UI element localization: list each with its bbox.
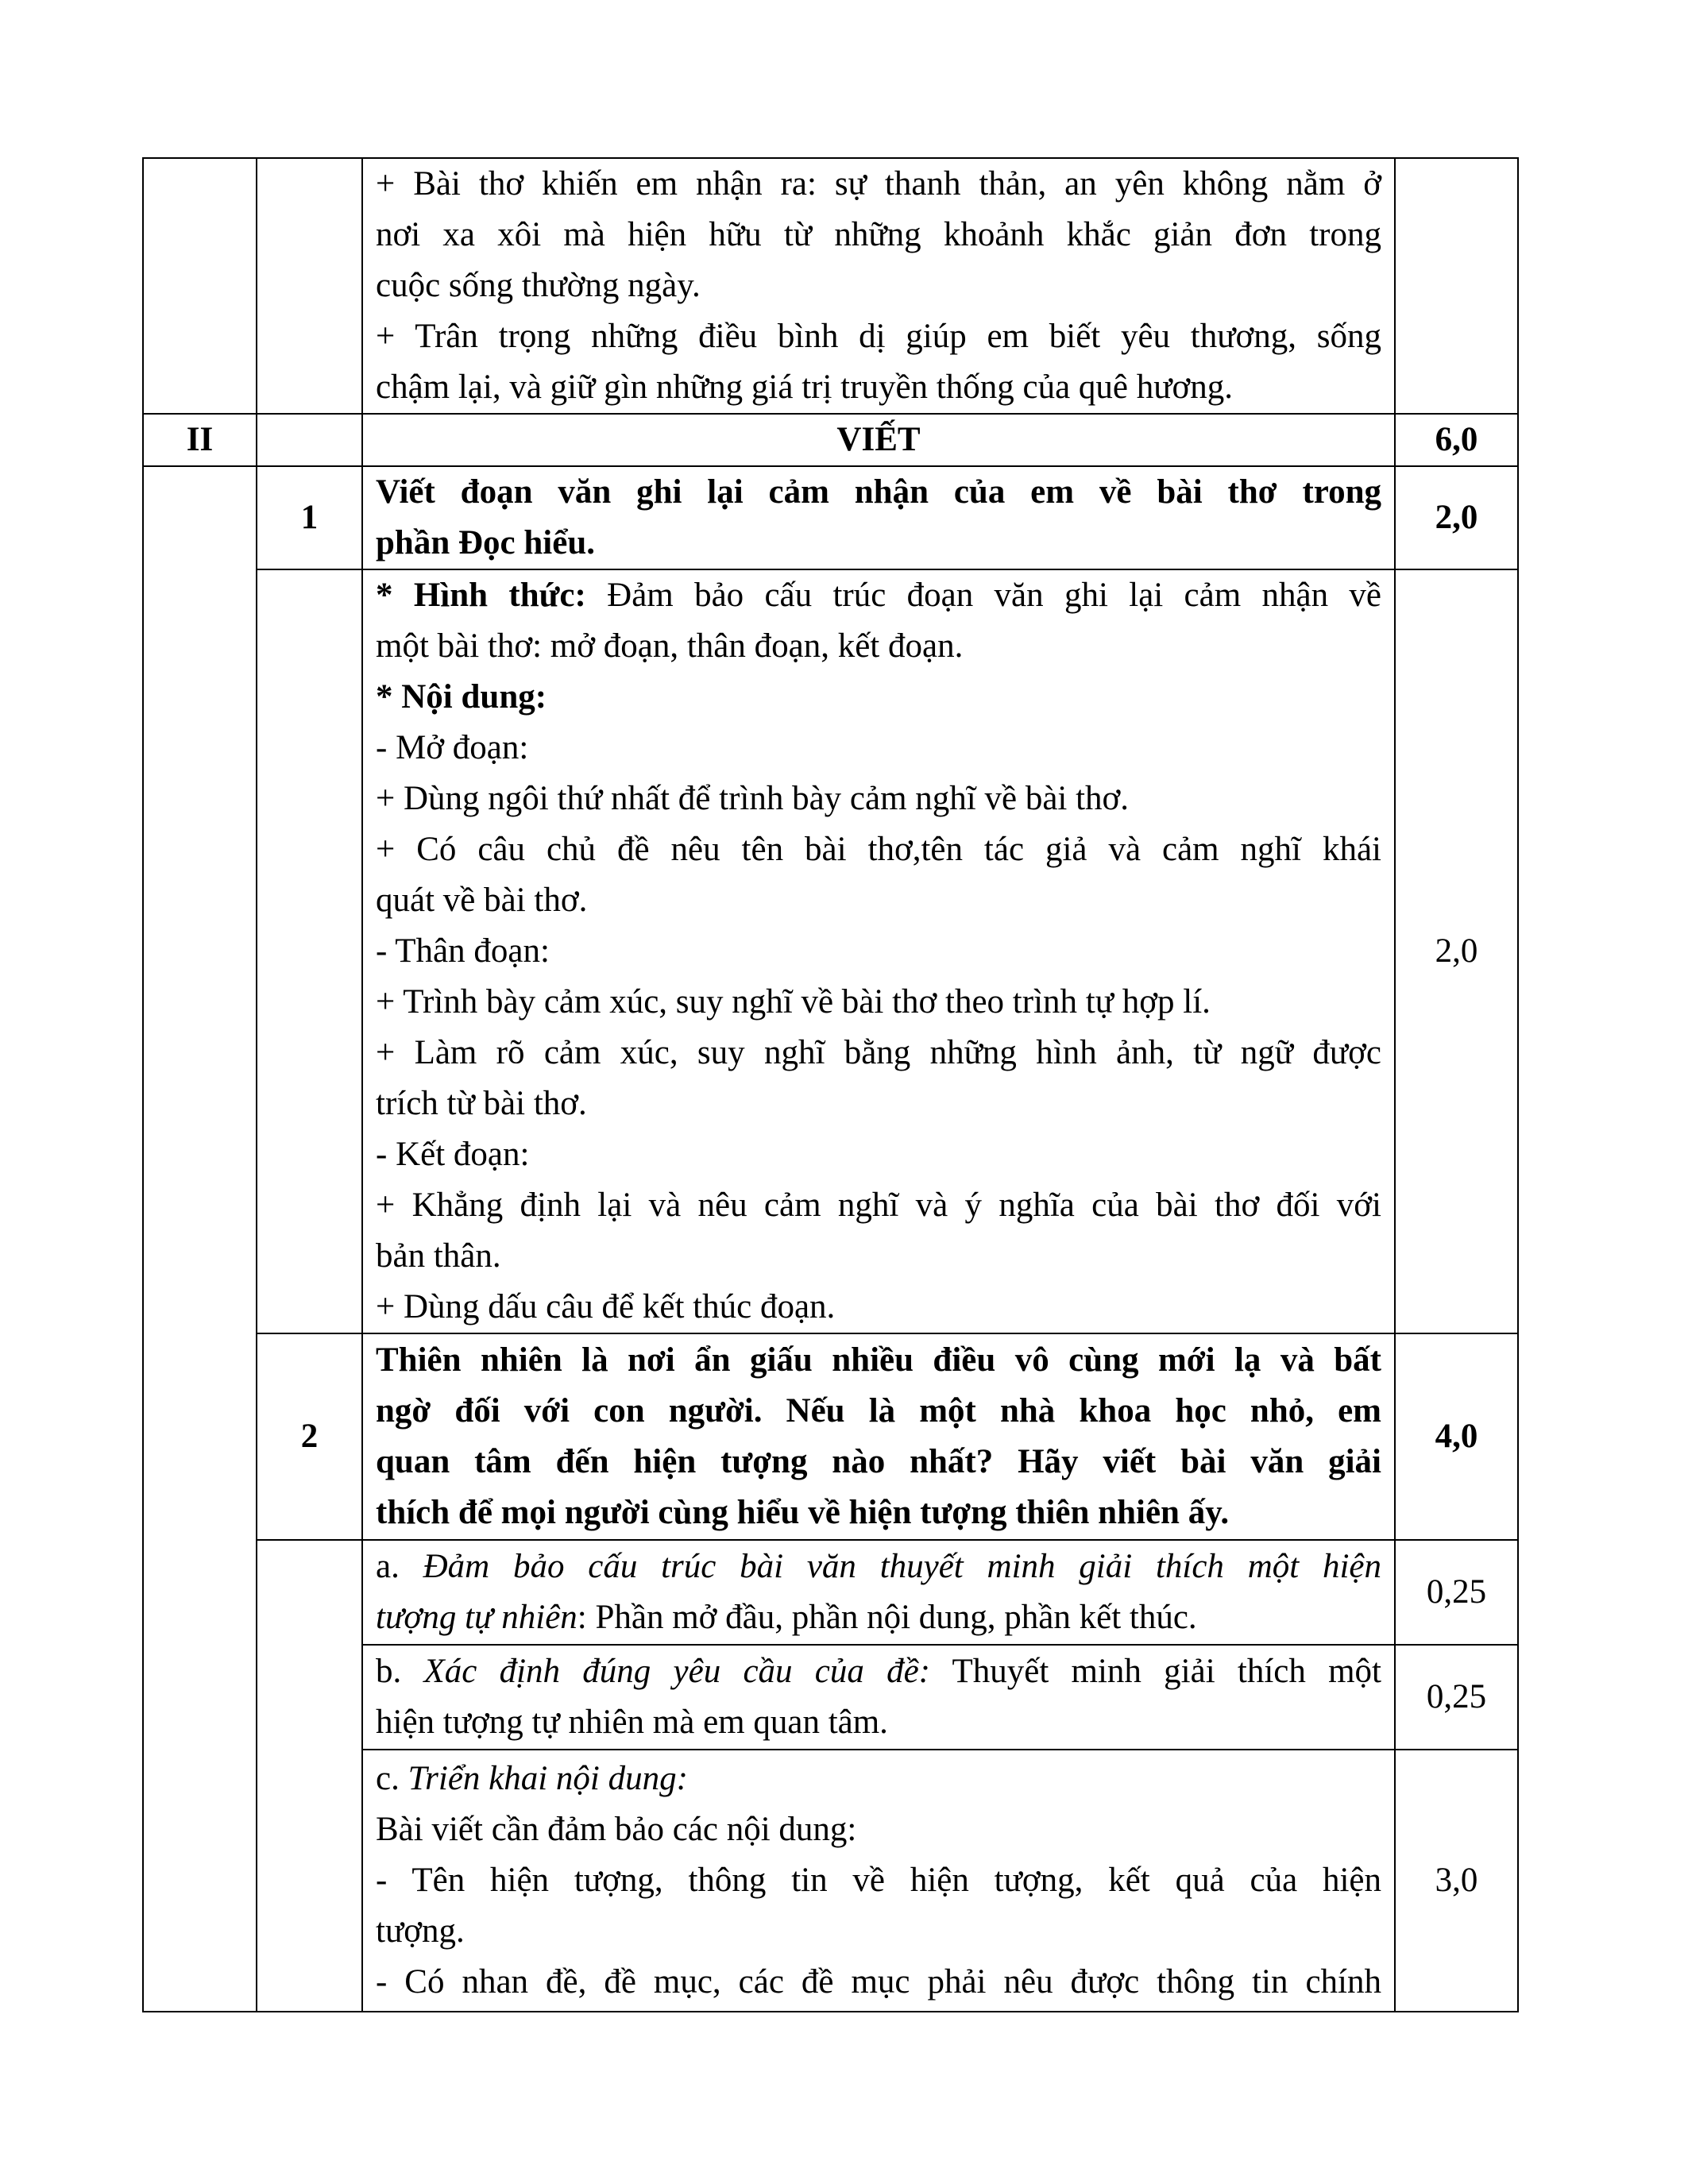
- content-line: cuộc sống thường ngày.: [376, 267, 701, 304]
- criterion-line: tượng.: [376, 1912, 465, 1950]
- criteria-line: + Dùng dấu câu để kết thúc đoạn.: [376, 1288, 836, 1325]
- criterion-italic: Đảm bảo cấu trúc bài văn thuyết minh giải thích một hiện: [423, 1548, 1381, 1585]
- question-score: 4,0: [1395, 1333, 1518, 1540]
- question-row: [143, 1333, 1518, 1540]
- question-score: 2,0: [1395, 466, 1518, 569]
- content-line: chậm lại, và giữ gìn những giá trị truyền thống của quê hương.: [376, 369, 1234, 406]
- criterion-line: [376, 1754, 1381, 1804]
- criteria-line: + Khẳng định lại và nêu cảm nghĩ và ý nghĩa của bài thơ đối với: [376, 1187, 1381, 1224]
- form-label: * Hình thức:: [376, 577, 586, 614]
- criterion-text: Thuyết minh giải thích một: [930, 1653, 1381, 1690]
- section-title: VIẾT: [362, 414, 1395, 466]
- criterion-line: [376, 1592, 1381, 1643]
- question-line: Thiên nhiên là nơi ẩn giấu nhiều điều vô cùng mới lạ và bất: [376, 1341, 1381, 1379]
- criterion-prefix: a.: [376, 1548, 423, 1585]
- criterion-line: [376, 1646, 1381, 1697]
- criteria-row: [143, 1750, 1518, 2012]
- section-cell: [143, 569, 257, 1333]
- form-text: Đảm bảo cấu trúc đoạn văn ghi lại cảm nhận về: [585, 577, 1381, 614]
- section-cell: [143, 1540, 257, 1645]
- item-cell: [257, 158, 362, 414]
- score-cell: [1395, 158, 1518, 414]
- item-cell: [257, 414, 362, 466]
- criterion-line: Bài viết cần đảm bảo các nội dung:: [376, 1811, 857, 1848]
- criterion-line: - Có nhan đề, đề mục, các đề mục phải nêu được thông tin chính: [376, 1963, 1381, 2001]
- section-cell: [143, 1645, 257, 1750]
- criterion-prefix: c.: [376, 1760, 408, 1797]
- criterion-text: : Phần mở đầu, phần nội dung, phần kết thúc.: [577, 1599, 1197, 1636]
- table-row: [143, 158, 1518, 414]
- criterion-line: - Tên hiện tượng, thông tin về hiện tượng, kết quả của hiện: [376, 1862, 1381, 1899]
- criterion-italic: Triển khai nội dung:: [408, 1760, 688, 1797]
- section-header-row: [143, 414, 1518, 466]
- criterion-italic: tượng tự nhiên: [376, 1599, 577, 1636]
- criteria-content: [362, 569, 1395, 1333]
- criteria-score: 2,0: [1395, 569, 1518, 1333]
- question-number: 2: [257, 1333, 362, 1540]
- criteria-line: trích từ bài thơ.: [376, 1085, 587, 1122]
- criterion-prefix: b.: [376, 1653, 424, 1690]
- criterion-score: 0,25: [1395, 1540, 1518, 1645]
- criteria-line: một bài thơ: mở đoạn, thân đoạn, kết đoạn.: [376, 627, 964, 665]
- criterion-c: [362, 1750, 1395, 2012]
- item-cell: [257, 1750, 362, 2012]
- content-line: + Bài thơ khiến em nhận ra: sự thanh thản, an yên không nằm ở: [376, 165, 1381, 203]
- criteria-row: [143, 569, 1518, 1333]
- content-label: * Nội dung:: [376, 678, 547, 716]
- content-cell: [362, 158, 1395, 414]
- criterion-b: [362, 1645, 1395, 1750]
- question-text: [362, 466, 1395, 569]
- question-line: thích để mọi người cùng hiểu về hiện tượng thiên nhiên ấy.: [376, 1494, 1230, 1531]
- criterion-a: [362, 1540, 1395, 1645]
- question-row: [143, 466, 1518, 569]
- section-cell: [143, 1750, 257, 2012]
- criteria-line: quát về bài thơ.: [376, 882, 588, 919]
- criterion-italic: Xác định đúng yêu cầu của đề:: [423, 1653, 931, 1690]
- item-cell: [257, 569, 362, 1333]
- criteria-row: [143, 1540, 1518, 1645]
- criterion-score: 0,25: [1395, 1645, 1518, 1750]
- section-number: II: [143, 414, 257, 466]
- criteria-line: bản thân.: [376, 1237, 501, 1275]
- criteria-line: [376, 570, 1381, 621]
- question-line: quan tâm đến hiện tượng nào nhất? Hãy viết bài văn giải: [376, 1443, 1381, 1480]
- question-text: [362, 1333, 1395, 1540]
- content-line: + Trân trọng những điều bình dị giúp em biết yêu thương, sống: [376, 318, 1381, 355]
- criterion-score: 3,0: [1395, 1750, 1518, 2012]
- section-score: 6,0: [1395, 414, 1518, 466]
- criteria-line: + Trình bày cảm xúc, suy nghĩ về bài thơ theo trình tự hợp lí.: [376, 983, 1211, 1021]
- section-cell: [143, 466, 257, 569]
- question-line: ngờ đối với con người. Nếu là một nhà khoa học nhỏ, em: [376, 1392, 1381, 1430]
- criteria-line: + Dùng ngôi thứ nhất để trình bày cảm nghĩ về bài thơ.: [376, 780, 1130, 817]
- section-cell: [143, 1333, 257, 1540]
- criteria-line: - Mở đoạn:: [376, 729, 529, 766]
- grading-table: [142, 157, 1519, 2012]
- criteria-line: - Thân đoạn:: [376, 932, 550, 970]
- criteria-line: - Kết đoạn:: [376, 1136, 530, 1173]
- item-cell: [257, 1645, 362, 1750]
- question-number: 1: [257, 466, 362, 569]
- criteria-line: + Có câu chủ đề nêu tên bài thơ,tên tác giả và cảm nghĩ khái: [376, 831, 1381, 868]
- criterion-line: [376, 1542, 1381, 1592]
- content-line: nơi xa xôi mà hiện hữu từ những khoảnh khắc giản đơn trong: [376, 216, 1381, 253]
- criteria-line: + Làm rõ cảm xúc, suy nghĩ bằng những hình ảnh, từ ngữ được: [376, 1034, 1381, 1071]
- criterion-line: hiện tượng tự nhiên mà em quan tâm.: [376, 1704, 888, 1741]
- section-cell: [143, 158, 257, 414]
- item-cell: [257, 1540, 362, 1645]
- criteria-row: [143, 1645, 1518, 1750]
- question-line: Viết đoạn văn ghi lại cảm nhận của em về bài thơ trong: [376, 473, 1381, 511]
- question-line: phần Đọc hiểu.: [376, 524, 595, 561]
